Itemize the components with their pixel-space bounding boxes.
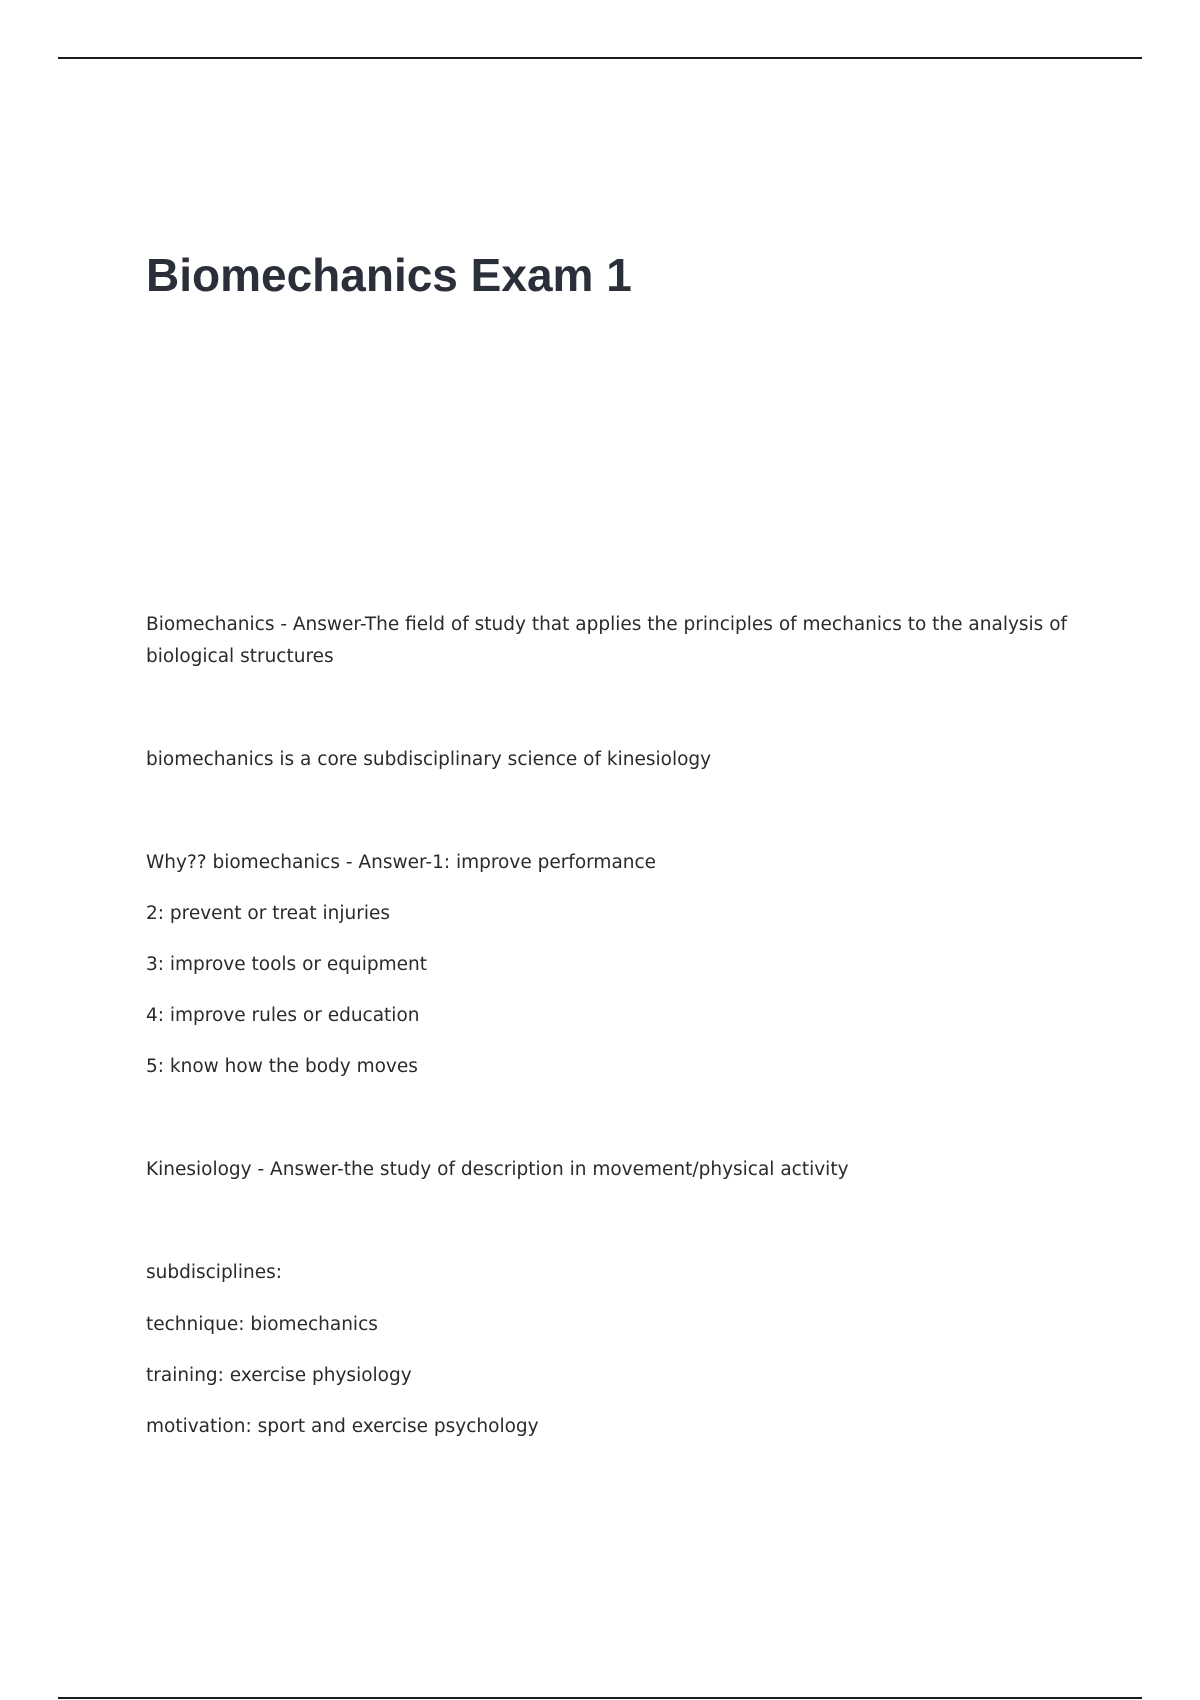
flashcard-line: technique: biomechanics	[146, 1314, 378, 1335]
flashcard-line: biomechanics is a core subdisciplinary science of kinesiology	[146, 749, 712, 770]
flashcard-line: Kinesiology - Answer-the study of description in movement/physical activity	[146, 1159, 849, 1180]
flashcard-line: 2: prevent or treat injuries	[146, 903, 391, 924]
flashcard-line: 4: improve rules or education	[146, 1005, 420, 1026]
bottom-rule	[58, 1697, 1142, 1699]
flashcard-line: 5: know how the body moves	[146, 1056, 418, 1077]
top-rule	[58, 57, 1142, 59]
flashcard-line: subdisciplines:	[146, 1262, 282, 1283]
flashcard-line: motivation: sport and exercise psychology	[146, 1416, 539, 1437]
document-title: Biomechanics Exam 1	[146, 249, 632, 301]
flashcard-line: training: exercise physiology	[146, 1365, 412, 1386]
flashcard-line: Why?? biomechanics - Answer-1: improve performance	[146, 852, 657, 873]
flashcard-line: Biomechanics - Answer-The field of study that applies the principles of mechanics to the analysis of	[146, 614, 1068, 635]
flashcard-line: 3: improve tools or equipment	[146, 954, 427, 975]
flashcard-line: biological structures	[146, 646, 334, 667]
